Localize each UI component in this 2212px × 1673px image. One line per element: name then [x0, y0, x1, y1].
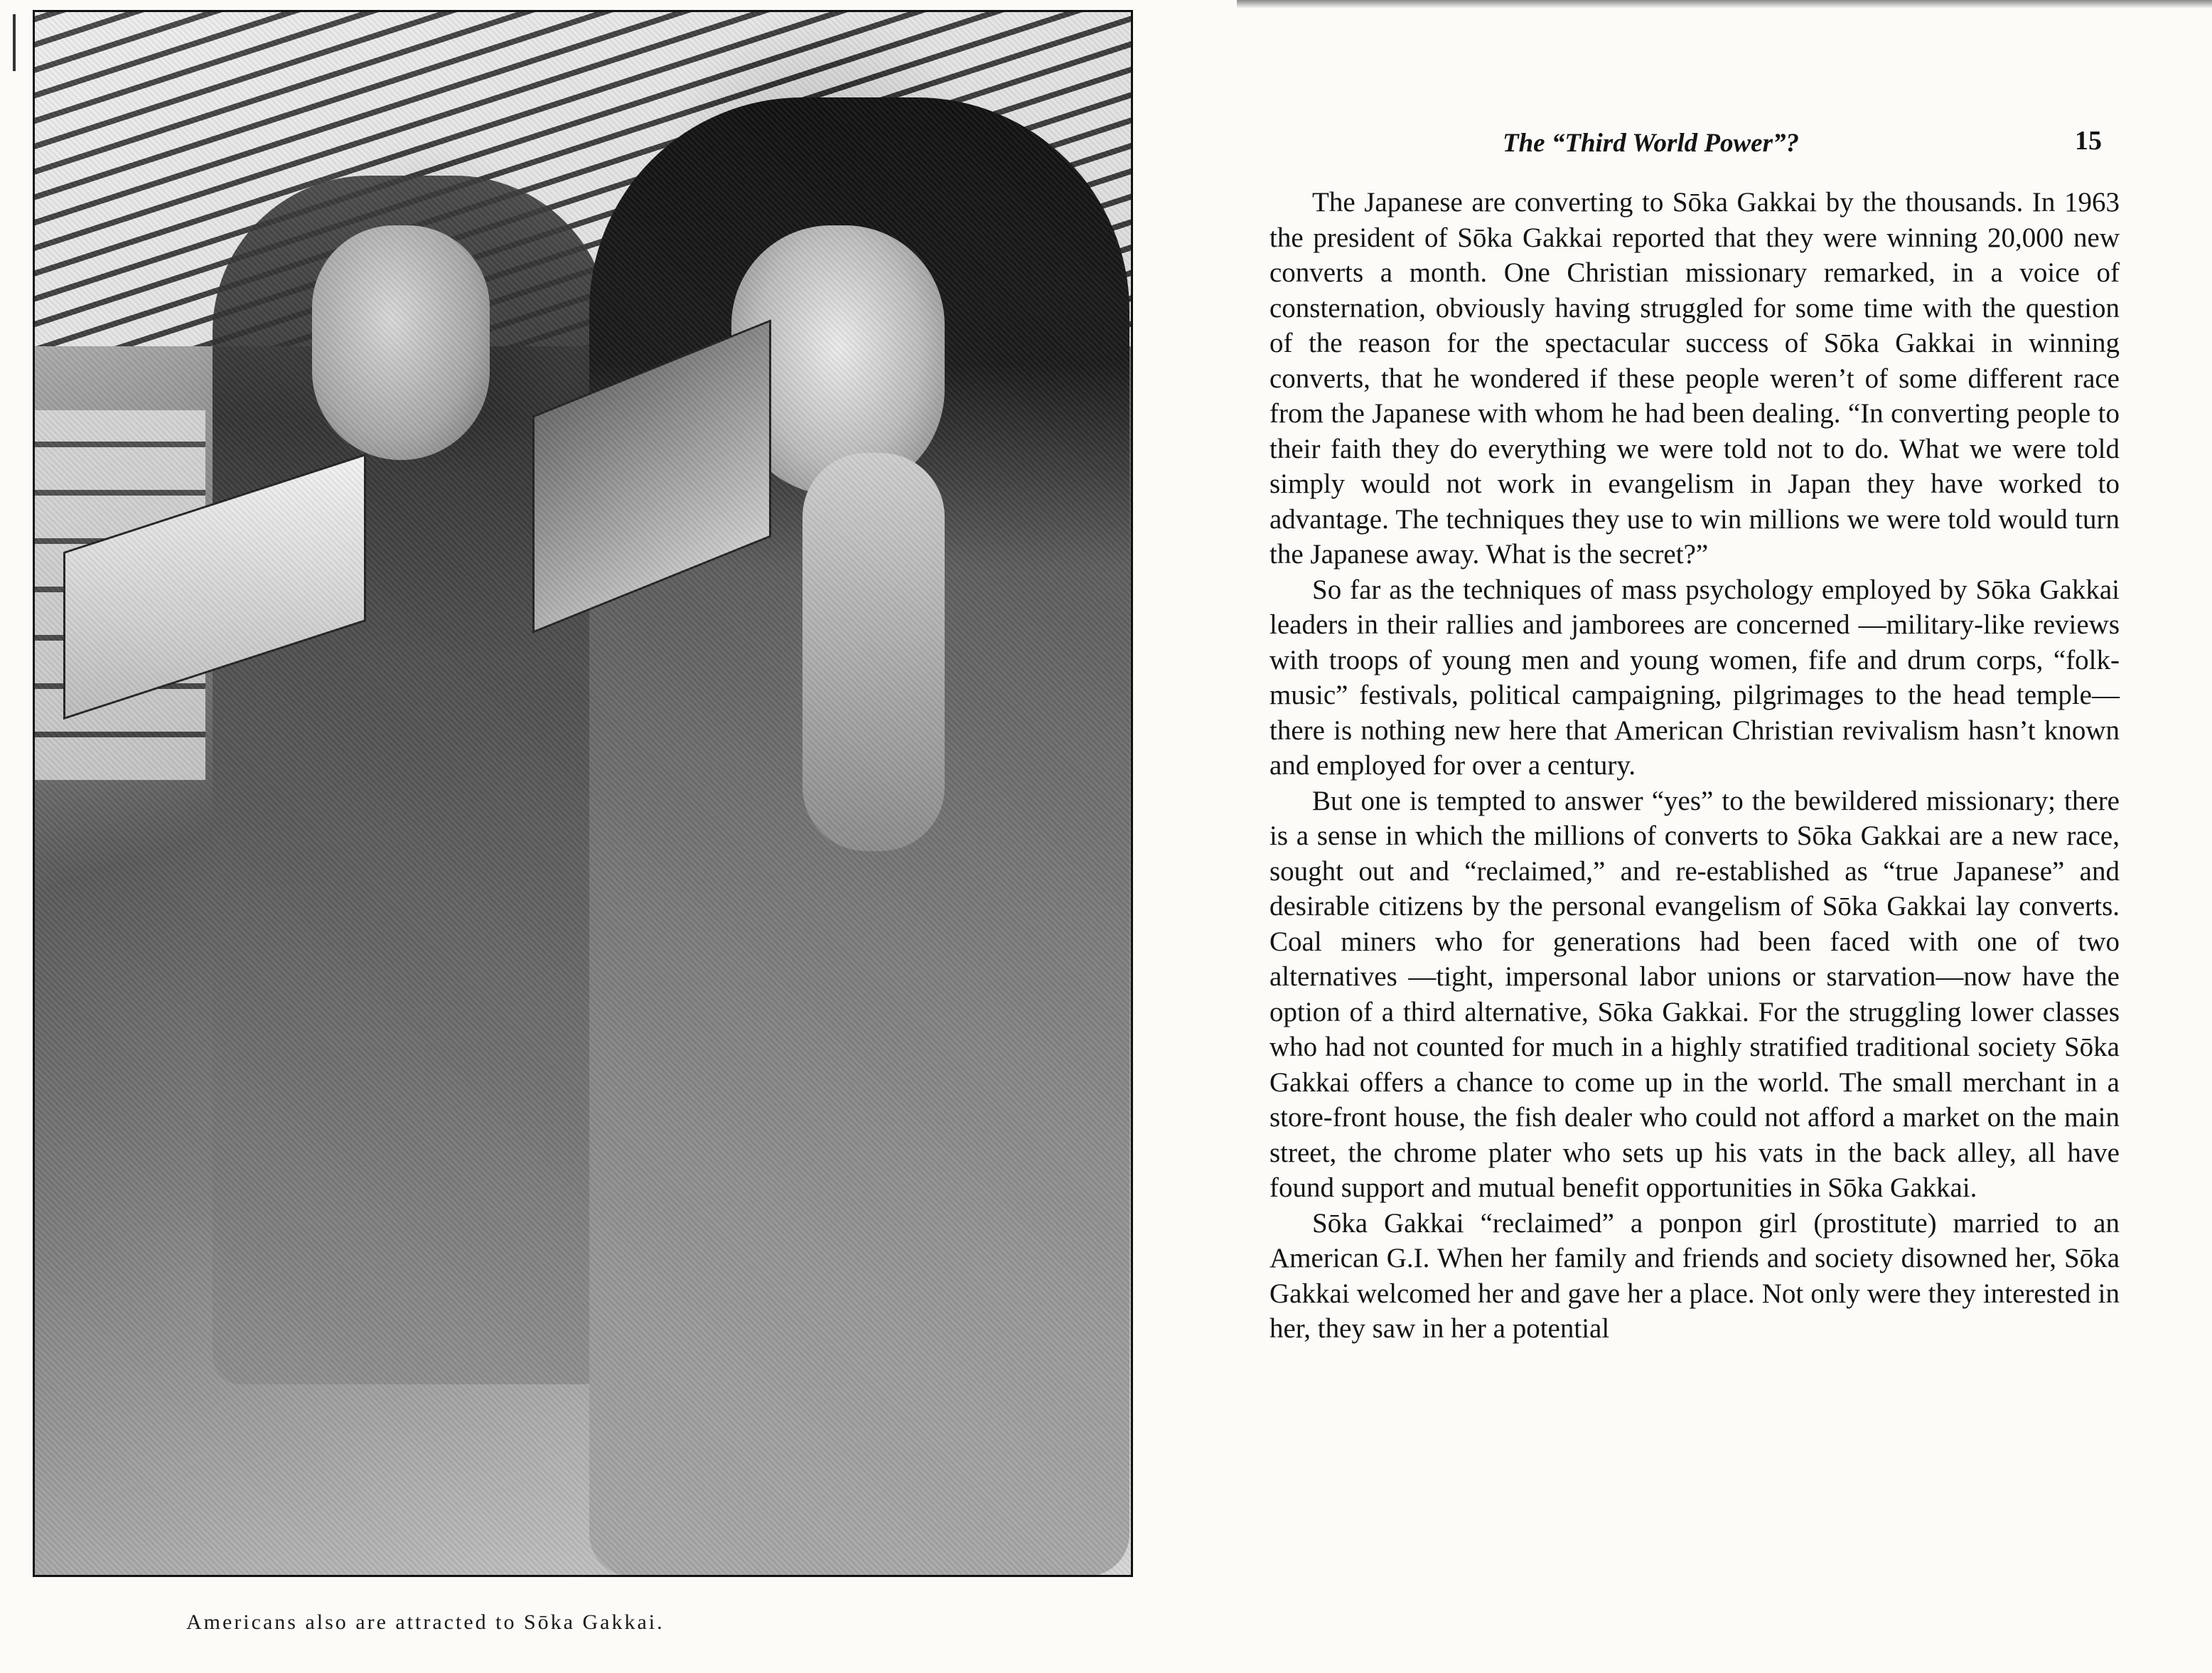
paragraph: Sōka Gakkai “reclaimed” a ponpon girl (prostitute) married to an American G.I. When her family and friends and society disowned her, Sōka Gakkai welcomed her and gave her a place. Not only were they interested in her, they saw in her a potential [1269, 1207, 2120, 1344]
page-number: 15 [2075, 126, 2102, 156]
photo-grain [35, 12, 1131, 1575]
paragraph: But one is tempted to answer “yes” to the bewildered missionary; there is a sense in which the millions of converts to Sōka Gakkai are a new race, sought out and “reclaimed,” and re-established as “true Japanese” and desirable citizens by the personal evangelism of Sōka Gakkai lay converts. Coal miners who for generations had been faced with one of two alternatives —tight, impersonal labor unions or starvation—now have the option of a third alternative, Sōka Gakkai. For the struggling lower classes who had not counted for much in a highly stratified traditional society Sōka Gakkai offers a chance to come up in the world. The small merchant in a store-front house, the fish dealer who could not afford a market on the main street, the chrome plater who sets up his vats in the back alley, all have found support and mutual benefit opportunities in Sōka Gakkai. [1269, 785, 2120, 1203]
photograph [33, 10, 1133, 1577]
running-title: The “Third World Power”? [1503, 129, 1799, 158]
photo-caption: Americans also are attracted to Sōka Gakkai. [186, 1610, 665, 1634]
body-text [1269, 185, 2120, 1347]
paragraph: The Japanese are converting to Sōka Gakkai by the thousands. In 1963 the president of Sōka Gakkai reported that they were winning 20,000 new converts a month. One Christian missionary remarked, in a voice of consternation, obviously having struggled for some time with the question of the reason for the spectacular success of Sōka Gakkai in winning converts, that he wondered if these people weren’t of some different race from the Japanese with whom he had been dealing. “In converting people to their faith they do everything we were told not to do. What we were told simply would not work in evangelism in Japan they have worked to advantage. The techniques they use to win millions we were told would turn the Japanese away. What is the secret?” [1269, 187, 2120, 570]
scan-edge-left [13, 14, 16, 71]
paragraph: So far as the techniques of mass psychology employed by Sōka Gakkai leaders in their rallies and jamborees are concerned —military-like reviews with troops of young men and young women, fife and drum corps, “folk-music” festivals, political campaigning, pilgrimages to the head temple—there is nothing new here that American Christian revivalism hasn’t known and employed for over a century. [1269, 574, 2120, 781]
scan-edge-top [1237, 0, 2212, 9]
